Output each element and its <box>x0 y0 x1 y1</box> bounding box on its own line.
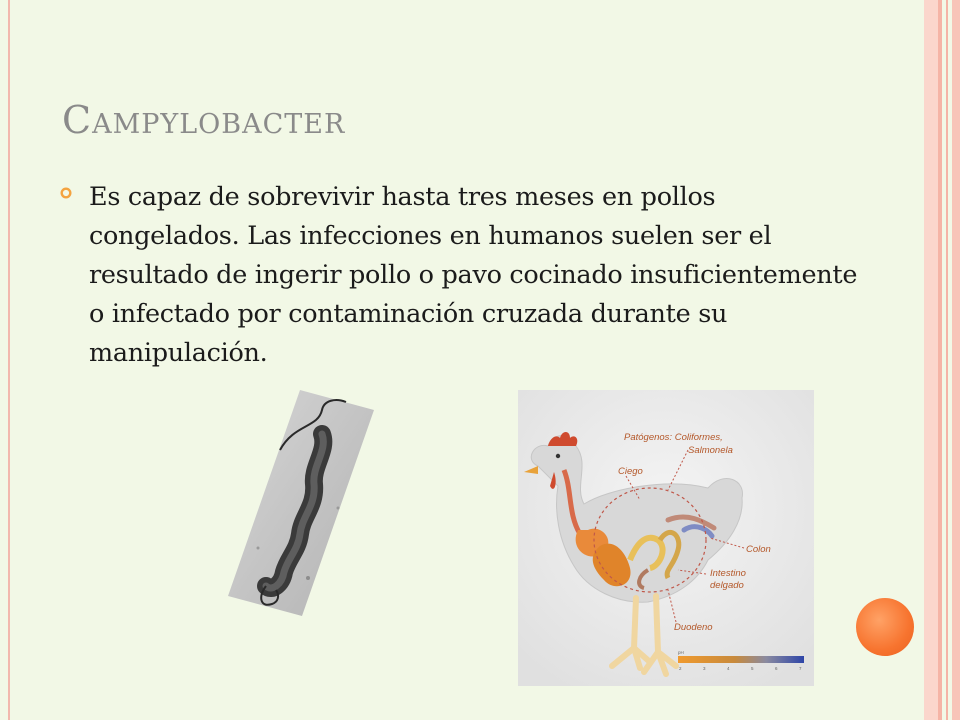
ph-tick: 7 <box>799 666 802 671</box>
ph-tick: 2 <box>679 666 682 671</box>
left-border-line <box>8 0 10 720</box>
bullet-text: Es capaz de sobrevivir hasta tres meses en pollos congelados. Las infecciones en humanos suelen ser el resultado de ingerir pollo o pavo cocinado insuficientemente o infectado por contaminación cruzada durante su manipulación. <box>89 182 858 368</box>
label-pathogens: Patógenos: Coliformes, <box>624 432 723 443</box>
bacteria-micrograph-image <box>228 388 374 616</box>
label-duodeno: Duodeno <box>674 622 713 633</box>
label-salmonela: Salmonela <box>688 445 733 456</box>
bullet-item <box>60 178 860 373</box>
ph-tick: 3 <box>703 666 706 671</box>
bullet-ring-icon <box>60 187 72 199</box>
ph-tick: 6 <box>775 666 778 671</box>
label-colon: Colon <box>746 544 771 555</box>
slide-title: Campylobacter <box>62 98 346 142</box>
ph-scale-bar <box>678 656 804 663</box>
label-intestino: Intestino <box>710 568 746 579</box>
ph-tick: 4 <box>727 666 730 671</box>
ph-tick: 5 <box>751 666 754 671</box>
ph-scale-label: pH <box>678 650 684 655</box>
chicken-digestive-diagram <box>518 390 814 686</box>
right-decorative-stripes <box>924 0 960 720</box>
label-ciego: Ciego <box>618 466 643 477</box>
decorative-orange-circle <box>856 598 914 656</box>
label-delgado: delgado <box>710 580 744 591</box>
